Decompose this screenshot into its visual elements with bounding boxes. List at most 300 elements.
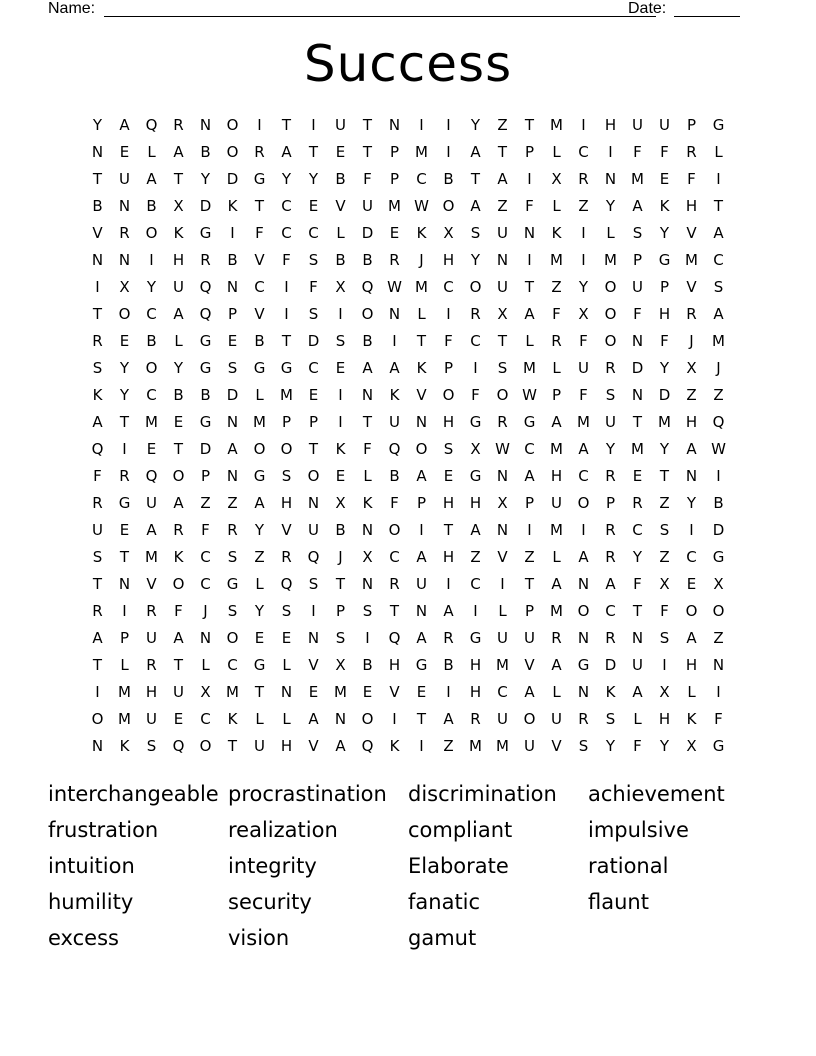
grid-letter: F: [714, 710, 723, 728]
grid-letter: M: [415, 143, 428, 161]
word-list-item: security: [228, 890, 312, 914]
grid-letter: U: [632, 116, 643, 134]
grid-letter: I: [311, 602, 316, 620]
grid-letter: P: [443, 359, 454, 377]
grid-letter: T: [254, 683, 265, 701]
grid-letter: K: [335, 440, 346, 458]
grid-letter: I: [662, 656, 667, 674]
grid-letter: B: [443, 656, 454, 674]
grid-letter: N: [118, 197, 131, 215]
grid-letter: L: [282, 656, 291, 674]
grid-letter: N: [118, 575, 131, 593]
grid-letter: H: [442, 413, 455, 431]
grid-letter: M: [388, 197, 401, 215]
grid-letter: Y: [146, 278, 157, 296]
grid-letter: Q: [145, 467, 158, 485]
grid-row: [84, 112, 732, 139]
grid-letter: U: [497, 710, 508, 728]
word-list-item: vision: [228, 926, 290, 950]
grid-letter: I: [392, 710, 397, 728]
grid-letter: M: [496, 656, 509, 674]
grid-letter: D: [712, 521, 725, 539]
grid-letter: C: [578, 143, 589, 161]
grid-letter: G: [469, 413, 482, 431]
grid-letter: I: [473, 602, 478, 620]
grid-letter: I: [338, 413, 343, 431]
grid-letter: U: [92, 521, 103, 539]
grid-letter: G: [712, 737, 725, 755]
grid-letter: T: [524, 278, 535, 296]
grid-letter: R: [389, 575, 400, 593]
grid-letter: T: [92, 656, 103, 674]
grid-letter: E: [362, 683, 373, 701]
grid-letter: Z: [497, 116, 508, 134]
grid-letter: T: [632, 413, 643, 431]
grid-letter: I: [419, 737, 424, 755]
grid-letter: Z: [443, 737, 454, 755]
grid-letter: G: [415, 656, 428, 674]
grid-letter: Z: [578, 197, 589, 215]
grid-letter: X: [686, 359, 697, 377]
grid-letter: H: [604, 116, 617, 134]
grid-letter: R: [578, 170, 589, 188]
grid-letter: U: [497, 629, 508, 647]
grid-letter: P: [308, 413, 319, 431]
grid-letter: Z: [470, 548, 481, 566]
grid-letter: K: [173, 548, 184, 566]
grid-letter: M: [415, 278, 428, 296]
grid-letter: Z: [713, 386, 724, 404]
word-list-item: excess: [48, 926, 119, 950]
grid-letter: F: [660, 332, 669, 350]
header: [48, 0, 748, 20]
word-list-item: fanatic: [408, 890, 481, 914]
grid-letter: N: [388, 305, 401, 323]
grid-letter: Z: [227, 494, 238, 512]
grid-letter: E: [308, 386, 319, 404]
grid-letter: A: [146, 170, 157, 188]
grid-letter: C: [524, 440, 535, 458]
grid-letter: C: [389, 548, 400, 566]
grid-letter: S: [443, 440, 454, 458]
word-list-item: flaunt: [588, 890, 649, 914]
grid-letter: Q: [388, 440, 401, 458]
grid-letter: P: [632, 251, 643, 269]
grid-letter: M: [577, 413, 590, 431]
grid-letter: N: [226, 413, 239, 431]
grid-letter: S: [362, 602, 373, 620]
grid-letter: Y: [659, 224, 670, 242]
grid-letter: U: [173, 278, 184, 296]
grid-letter: O: [685, 602, 698, 620]
grid-letter: T: [362, 116, 373, 134]
grid-letter: M: [496, 737, 509, 755]
grid-letter: G: [658, 251, 671, 269]
grid-letter: I: [608, 143, 613, 161]
grid-letter: A: [578, 548, 589, 566]
grid-letter: I: [581, 521, 586, 539]
grid-letter: Y: [254, 602, 265, 620]
grid-letter: P: [200, 467, 211, 485]
grid-letter: X: [335, 494, 346, 512]
grid-letter: O: [469, 278, 482, 296]
grid-letter: W: [495, 440, 510, 458]
grid-letter: A: [173, 629, 184, 647]
grid-letter: T: [254, 197, 265, 215]
grid-letter: E: [119, 521, 130, 539]
grid-letter: S: [281, 602, 292, 620]
grid-row: [84, 193, 732, 220]
grid-letter: J: [689, 332, 694, 350]
grid-letter: E: [119, 143, 130, 161]
grid-letter: V: [281, 521, 292, 539]
grid-letter: K: [92, 386, 103, 404]
grid-letter: I: [446, 116, 451, 134]
grid-letter: N: [631, 332, 644, 350]
grid-letter: T: [92, 575, 103, 593]
grid-letter: M: [631, 440, 644, 458]
grid-letter: A: [470, 197, 481, 215]
grid-letter: E: [632, 467, 643, 485]
grid-letter: K: [119, 737, 130, 755]
grid-letter: I: [527, 170, 532, 188]
grid-letter: G: [199, 332, 212, 350]
grid-letter: C: [227, 656, 238, 674]
grid-letter: R: [686, 143, 697, 161]
grid-letter: I: [689, 521, 694, 539]
grid-letter: U: [632, 656, 643, 674]
grid-letter: P: [389, 170, 400, 188]
grid-letter: Q: [280, 575, 293, 593]
grid-letter: Z: [686, 386, 697, 404]
grid-letter: H: [442, 494, 455, 512]
grid-letter: E: [335, 359, 346, 377]
grid-letter: M: [226, 683, 239, 701]
grid-letter: K: [362, 494, 373, 512]
grid-letter: C: [605, 602, 616, 620]
grid-letter: Y: [254, 521, 265, 539]
grid-letter: U: [659, 116, 670, 134]
grid-letter: A: [605, 575, 616, 593]
grid-letter: U: [524, 737, 535, 755]
grid-letter: X: [470, 440, 481, 458]
grid-letter: K: [389, 386, 400, 404]
grid-letter: E: [335, 143, 346, 161]
grid-letter: T: [362, 143, 373, 161]
grid-letter: T: [632, 602, 643, 620]
grid-letter: A: [686, 629, 697, 647]
grid-letter: O: [253, 440, 266, 458]
grid-letter: O: [118, 305, 131, 323]
grid-row: [84, 166, 732, 193]
name-blank-line: [104, 16, 656, 17]
grid-letter: M: [604, 251, 617, 269]
grid-letter: B: [362, 656, 373, 674]
grid-letter: G: [199, 224, 212, 242]
grid-letter: A: [308, 710, 319, 728]
grid-letter: H: [685, 656, 698, 674]
grid-letter: A: [227, 440, 238, 458]
grid-letter: Q: [712, 413, 725, 431]
grid-letter: M: [523, 359, 536, 377]
grid-letter: P: [389, 143, 400, 161]
grid-letter: U: [308, 521, 319, 539]
grid-letter: L: [120, 656, 129, 674]
grid-letter: R: [281, 548, 292, 566]
grid-letter: J: [716, 359, 721, 377]
grid-letter: U: [389, 413, 400, 431]
grid-letter: P: [524, 602, 535, 620]
grid-letter: E: [227, 332, 238, 350]
grid-letter: H: [658, 710, 671, 728]
grid-letter: F: [201, 521, 210, 539]
date-blank-line: [674, 16, 740, 17]
grid-letter: V: [551, 737, 562, 755]
grid-letter: I: [392, 332, 397, 350]
grid-letter: R: [92, 494, 103, 512]
grid-letter: H: [685, 197, 698, 215]
grid-letter: L: [552, 143, 561, 161]
grid-letter: Y: [659, 359, 670, 377]
grid-letter: H: [469, 683, 482, 701]
grid-letter: Z: [659, 494, 670, 512]
grid-letter: A: [686, 440, 697, 458]
grid-letter: Y: [605, 737, 616, 755]
grid-letter: A: [524, 683, 535, 701]
grid-letter: U: [605, 413, 616, 431]
grid-letter: P: [659, 278, 670, 296]
grid-letter: N: [685, 467, 698, 485]
grid-letter: B: [146, 197, 157, 215]
grid-letter: Q: [172, 737, 185, 755]
grid-letter: T: [524, 116, 535, 134]
grid-letter: V: [254, 305, 265, 323]
grid-letter: U: [497, 278, 508, 296]
grid-letter: I: [122, 602, 127, 620]
grid-letter: N: [361, 386, 374, 404]
grid-letter: A: [254, 494, 265, 512]
grid-letter: Y: [200, 170, 211, 188]
grid-letter: O: [145, 224, 158, 242]
grid-letter: L: [525, 332, 534, 350]
grid-letter: F: [633, 143, 642, 161]
grid-letter: G: [118, 494, 131, 512]
grid-letter: D: [226, 170, 239, 188]
grid-letter: T: [281, 332, 292, 350]
word-list-item: achievement: [588, 782, 725, 806]
grid-letter: I: [95, 683, 100, 701]
grid-letter: W: [711, 440, 726, 458]
grid-letter: R: [632, 494, 643, 512]
grid-letter: X: [200, 683, 211, 701]
grid-row: [84, 625, 732, 652]
grid-letter: M: [685, 251, 698, 269]
grid-letter: A: [497, 170, 508, 188]
grid-letter: G: [199, 413, 212, 431]
grid-letter: E: [281, 629, 292, 647]
grid-letter: T: [308, 440, 319, 458]
grid-letter: M: [334, 683, 347, 701]
grid-row: [84, 490, 732, 517]
grid-letter: M: [280, 386, 293, 404]
grid-letter: R: [92, 602, 103, 620]
grid-letter: Y: [119, 386, 130, 404]
grid-letter: O: [442, 197, 455, 215]
word-list-item: humility: [48, 890, 134, 914]
grid-letter: K: [389, 737, 400, 755]
grid-letter: L: [552, 683, 561, 701]
grid-letter: R: [119, 224, 130, 242]
grid-letter: C: [497, 683, 508, 701]
grid-letter: M: [550, 521, 563, 539]
word-row: [48, 778, 768, 814]
grid-letter: N: [91, 251, 104, 269]
grid-letter: S: [659, 521, 670, 539]
grid-letter: N: [523, 224, 536, 242]
grid-letter: K: [173, 224, 184, 242]
grid-letter: Y: [686, 494, 697, 512]
grid-letter: L: [714, 143, 723, 161]
grid-letter: M: [631, 170, 644, 188]
grid-letter: C: [308, 359, 319, 377]
grid-letter: M: [145, 413, 158, 431]
grid-letter: C: [200, 710, 211, 728]
grid-letter: Z: [254, 548, 265, 566]
grid-letter: B: [92, 197, 103, 215]
grid-letter: A: [713, 224, 724, 242]
grid-letter: X: [713, 575, 724, 593]
grid-letter: V: [524, 656, 535, 674]
grid-letter: I: [527, 521, 532, 539]
grid-letter: F: [552, 305, 561, 323]
grid-letter: O: [172, 575, 185, 593]
grid-row: [84, 679, 732, 706]
grid-letter: O: [91, 710, 104, 728]
grid-letter: T: [362, 413, 373, 431]
grid-letter: H: [172, 251, 185, 269]
grid-letter: A: [416, 467, 427, 485]
grid-letter: K: [551, 224, 562, 242]
grid-letter: U: [173, 683, 184, 701]
grid-letter: C: [686, 548, 697, 566]
grid-letter: F: [579, 386, 588, 404]
grid-letter: V: [308, 656, 319, 674]
grid-letter: J: [338, 548, 343, 566]
grid-letter: M: [145, 548, 158, 566]
grid-row: [84, 733, 732, 760]
grid-letter: C: [281, 197, 292, 215]
grid-letter: H: [388, 656, 401, 674]
grid-letter: X: [497, 494, 508, 512]
grid-letter: R: [146, 602, 157, 620]
grid-letter: O: [361, 710, 374, 728]
grid-letter: U: [578, 359, 589, 377]
grid-letter: L: [552, 359, 561, 377]
grid-letter: A: [389, 359, 400, 377]
grid-letter: D: [631, 359, 644, 377]
grid-letter: I: [95, 278, 100, 296]
grid-letter: N: [631, 386, 644, 404]
grid-letter: I: [419, 116, 424, 134]
grid-letter: A: [335, 737, 346, 755]
grid-letter: A: [92, 629, 103, 647]
grid-letter: R: [92, 332, 103, 350]
grid-letter: Z: [713, 629, 724, 647]
grid-letter: I: [581, 116, 586, 134]
grid-letter: E: [254, 629, 265, 647]
grid-letter: I: [581, 251, 586, 269]
grid-letter: G: [469, 629, 482, 647]
grid-letter: X: [119, 278, 130, 296]
grid-letter: N: [415, 602, 428, 620]
grid-row: [84, 328, 732, 355]
grid-letter: A: [173, 305, 184, 323]
grid-letter: C: [578, 467, 589, 485]
grid-letter: E: [443, 467, 454, 485]
grid-letter: O: [523, 710, 536, 728]
grid-letter: I: [338, 386, 343, 404]
word-list-item: Elaborate: [408, 854, 509, 878]
grid-letter: S: [605, 710, 616, 728]
grid-letter: F: [309, 278, 318, 296]
grid-letter: F: [660, 602, 669, 620]
grid-letter: V: [497, 548, 508, 566]
grid-letter: K: [605, 683, 616, 701]
grid-letter: I: [230, 224, 235, 242]
grid-letter: C: [632, 521, 643, 539]
date-label: Date:: [628, 0, 667, 17]
grid-letter: P: [524, 494, 535, 512]
grid-letter: T: [416, 710, 427, 728]
grid-letter: Y: [605, 440, 616, 458]
grid-letter: A: [146, 521, 157, 539]
grid-letter: T: [470, 170, 481, 188]
grid-letter: M: [469, 737, 482, 755]
grid-letter: W: [414, 197, 429, 215]
grid-letter: S: [713, 278, 724, 296]
grid-letter: F: [390, 494, 399, 512]
grid-letter: T: [497, 143, 508, 161]
grid-letter: B: [200, 386, 211, 404]
grid-letter: G: [253, 656, 266, 674]
grid-row: [84, 517, 732, 544]
grid-letter: A: [551, 575, 562, 593]
grid-letter: R: [497, 413, 508, 431]
grid-letter: C: [470, 332, 481, 350]
grid-letter: N: [199, 116, 212, 134]
grid-letter: V: [416, 386, 427, 404]
grid-letter: Y: [605, 197, 616, 215]
grid-letter: R: [200, 251, 211, 269]
grid-letter: N: [577, 683, 590, 701]
grid-letter: C: [308, 224, 319, 242]
grid-letter: B: [335, 170, 346, 188]
grid-letter: C: [200, 575, 211, 593]
word-list-item: frustration: [48, 818, 159, 842]
grid-letter: A: [470, 521, 481, 539]
grid-letter: I: [716, 683, 721, 701]
grid-letter: R: [686, 305, 697, 323]
grid-row: [84, 571, 732, 598]
grid-letter: V: [92, 224, 103, 242]
grid-row: [84, 598, 732, 625]
grid-letter: N: [577, 629, 590, 647]
grid-letter: V: [146, 575, 157, 593]
grid-letter: F: [525, 197, 534, 215]
grid-letter: I: [311, 116, 316, 134]
grid-letter: S: [335, 332, 346, 350]
grid-letter: L: [417, 305, 426, 323]
